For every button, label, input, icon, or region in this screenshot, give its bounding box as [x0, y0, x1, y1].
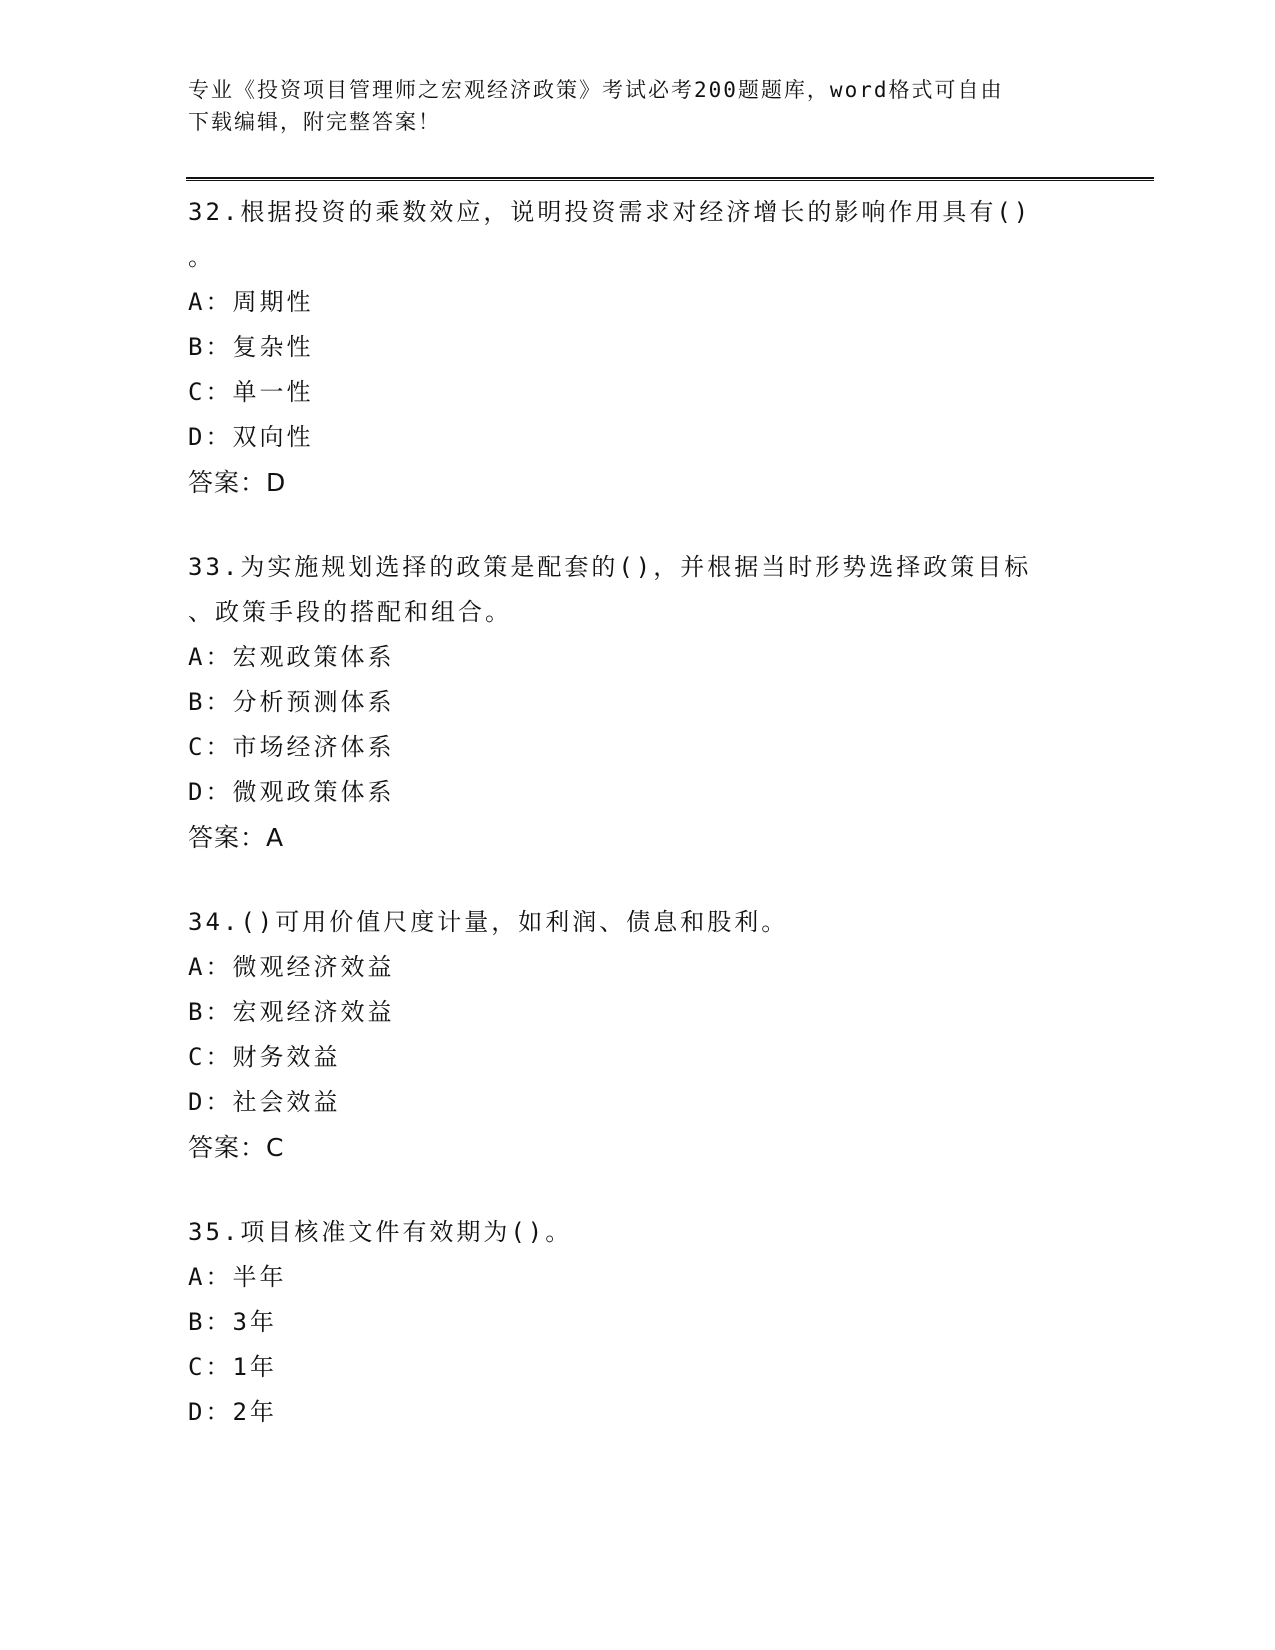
option-d: D：微观政策体系 — [188, 778, 395, 806]
question-stem-line: 。 — [188, 243, 215, 271]
option-a: A：半年 — [188, 1263, 287, 1291]
option-c: C：1年 — [188, 1353, 277, 1381]
option-b: B：分析预测体系 — [188, 688, 395, 716]
question-stem-line: 35.项目核准文件有效期为()。 — [188, 1218, 573, 1246]
question-stem-line: 34.()可用价值尺度计量，如利润、债息和股利。 — [188, 908, 789, 936]
question-stem-line: 、政策手段的搭配和组合。 — [188, 598, 512, 626]
option-a: A：宏观政策体系 — [188, 643, 395, 671]
option-a: A：微观经济效益 — [188, 953, 395, 981]
answer-line: 答案：D — [188, 468, 287, 497]
question-list — [188, 190, 1088, 1475]
question-35 — [188, 1210, 1088, 1435]
option-c: C：市场经济体系 — [188, 733, 395, 761]
answer-line: 答案：A — [188, 823, 285, 852]
option-a: A：周期性 — [188, 288, 314, 316]
option-b: B：宏观经济效益 — [188, 998, 395, 1026]
option-b: B：3年 — [188, 1308, 277, 1336]
header-line-1: 专业《投资项目管理师之宏观经济政策》考试必考200题题库，word格式可自由 — [188, 78, 1004, 102]
option-d: D：2年 — [188, 1398, 277, 1426]
question-stem-line: 32.根据投资的乘数效应，说明投资需求对经济增长的影响作用具有() — [188, 198, 1032, 226]
option-d: D：双向性 — [188, 423, 314, 451]
question-33 — [188, 545, 1088, 860]
question-stem-line: 33.为实施规划选择的政策是配套的()，并根据当时形势选择政策目标 — [188, 553, 1032, 581]
option-c: C：单一性 — [188, 378, 314, 406]
question-34 — [188, 900, 1088, 1170]
question-32 — [188, 190, 1088, 505]
header-line-2: 下载编辑，附完整答案！ — [188, 110, 441, 134]
document-header — [188, 74, 1068, 138]
answer-line: 答案：C — [188, 1133, 285, 1162]
option-d: D：社会效益 — [188, 1088, 341, 1116]
option-c: C：财务效益 — [188, 1043, 341, 1071]
header-divider — [186, 177, 1154, 181]
option-b: B：复杂性 — [188, 333, 314, 361]
